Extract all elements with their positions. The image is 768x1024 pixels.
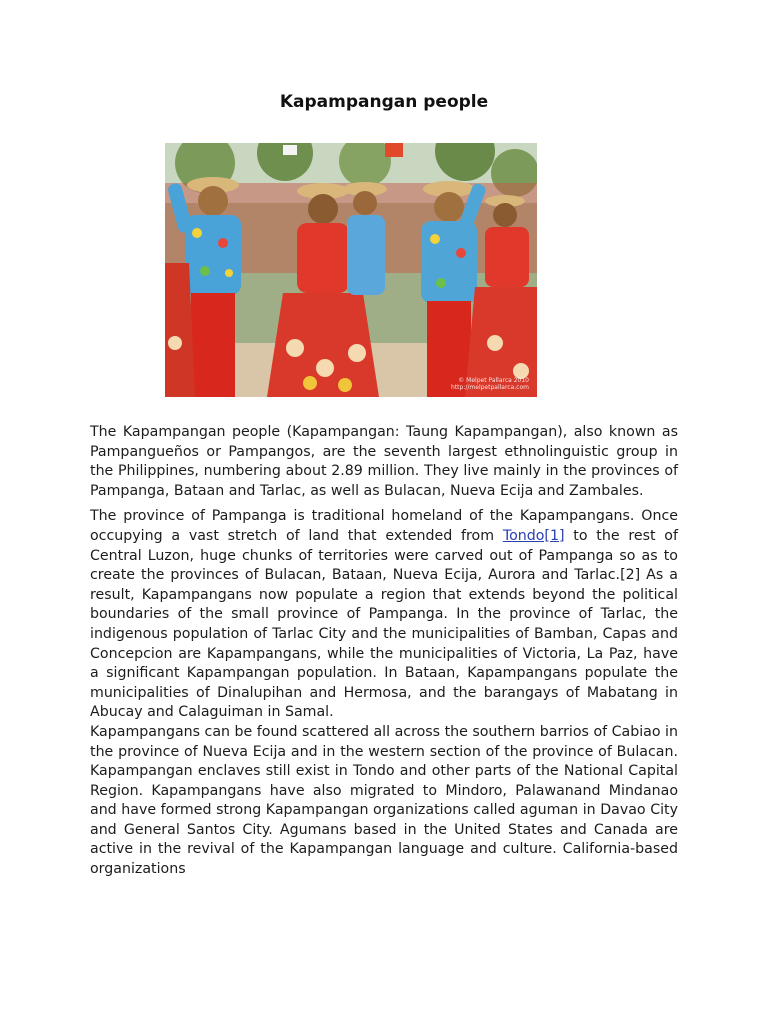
photo-illustration — [165, 143, 537, 397]
tondo-reference-link[interactable]: Tondo[1] — [502, 527, 565, 544]
paragraph-homeland-text-start: The province of Pampanga is traditional homeland of the Kapampangans. Once occupying a vast stretch of land that extended from — [90, 508, 678, 544]
paragraph-homeland-text-end: to the rest of Central Luzon, huge chunks of territories were carved out of Pampanga so as to create the provinces of Bulacan, Bataan, Nueva Ecija, Aurora and Tarlac.[2] As a result, Kapampangans now populate a region that extends beyond the political boundaries of the small province of Pampanga. In the province of Tarlac, the indigenous population of Tarlac City and the municipalities of Bamban, Capas and Concepcion are Kapampangans, while the municipalities of Victoria, La Paz, have a significant Kapampangan population. In Bataan, Kapampangans populate the municipalities of Dinalupihan and Hermosa, and the barangays of Mabatang in Abucay and Calaguiman in Samal. — [90, 527, 678, 721]
photo-watermark — [451, 377, 529, 391]
paragraph-diaspora: Kapampangans can be found scattered all across the southern barrios of Cabiao in the province of Nueva Ecija and in the western section of the province of Bulacan. Kapampangan enclaves still exist in Tondo and other parts of the National Capital Region. Kapampangans have also migrated to Mindoro, Palawanand Mindanao and have formed strong Kapampangan organizations called aguman in Davao City and General Santos City. Agumans based in the United States and Canada are active in the revival of the Kapampangan language and culture. California-based organizations — [90, 723, 678, 878]
page-title: Kapampangan people — [279, 92, 489, 112]
paragraph-intro: The Kapampangan people (Kapampangan: Taung Kapampangan), also known as Pampangueños or Pampangos, are the seventh largest ethnolinguistic group in the Philippines, numbering about 2.89 million. They live mainly in the provinces of Pampanga, Bataan and Tarlac, as well as Bulacan, Nueva Ecija and Zambales. — [90, 424, 678, 499]
article-body — [90, 423, 678, 880]
festival-dancers-photo — [165, 143, 537, 397]
watermark-url: http://melpetpallarca.com — [451, 384, 529, 391]
paragraph-homeland — [90, 507, 678, 723]
watermark-credit: © Melpet Pallarca 2010 — [458, 377, 529, 384]
